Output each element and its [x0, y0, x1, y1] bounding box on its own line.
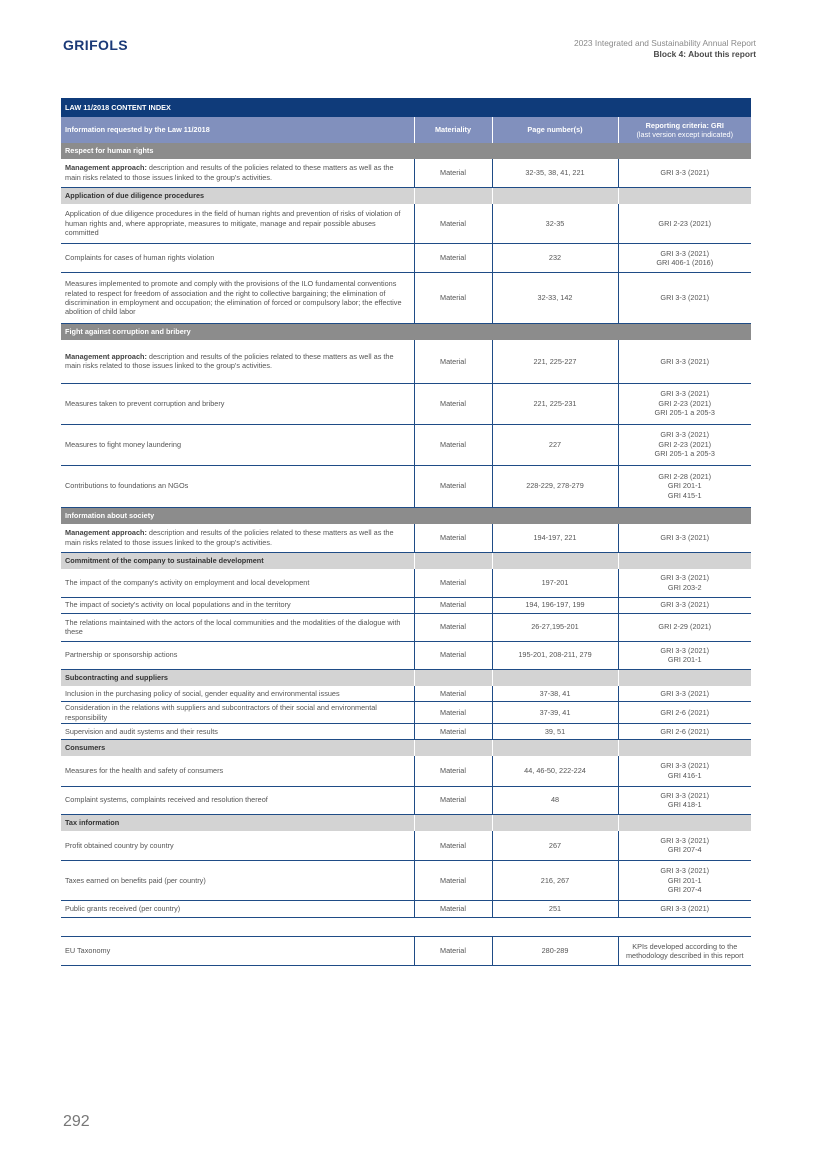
table-row [61, 465, 751, 507]
gri-reference: GRI 2-28 (2021) [658, 471, 712, 481]
info-cell: The impact of the company's activity on employment and local development [61, 569, 414, 597]
section-blank-cell [618, 669, 751, 686]
gri-cell [618, 524, 751, 553]
section-blank-cell [618, 553, 751, 570]
column-header-criteria [618, 117, 751, 143]
materiality-cell: Material [414, 901, 492, 918]
info-cell: EU Taxonomy [61, 937, 414, 966]
gri-cell [618, 641, 751, 669]
section-blank-cell [492, 187, 618, 204]
section-title-corruption: Fight against corruption and bribery [61, 324, 751, 341]
section-blank-cell [414, 814, 492, 831]
section-row [61, 669, 751, 686]
info-cell: Measures implemented to promote and comply with the provisions of the ILO fundamental conventions related to respect for freedom of association and the right to collective bargaining; the elimination of discrimination in employment and occupation; the elimination of forced or compulsory labor; the effective abolition of child labor [61, 273, 414, 324]
materiality-cell: Material [414, 424, 492, 465]
section-blank-cell [492, 553, 618, 570]
column-header-pages: Page number(s) [492, 117, 618, 143]
table-row [61, 786, 751, 814]
gri-reference: GRI 2-23 (2021) [658, 439, 712, 449]
section-blank-cell [618, 187, 751, 204]
gri-reference: methodology described in this report [625, 951, 744, 960]
report-header [574, 38, 756, 60]
gri-cell [618, 702, 751, 724]
gri-reference: GRI 201-1 [667, 875, 702, 885]
pages-cell: 280-289 [492, 937, 618, 966]
gri-reference: GRI 3-3 (2021) [660, 533, 710, 543]
gri-reference: GRI 416-1 [667, 770, 702, 780]
section-blank-cell [492, 814, 618, 831]
gri-cell [618, 340, 751, 383]
materiality-cell: Material [414, 340, 492, 383]
gri-cell [618, 724, 751, 740]
info-cell [61, 340, 414, 383]
section-blank-cell [414, 187, 492, 204]
table-row [61, 569, 751, 597]
content-index-table [61, 98, 751, 966]
table-row [61, 756, 751, 786]
materiality-cell: Material [414, 569, 492, 597]
gri-reference: GRI 205-1 a 205-3 [654, 449, 715, 459]
section-blank-cell [492, 669, 618, 686]
pages-cell: 216, 267 [492, 861, 618, 901]
table-row [61, 597, 751, 613]
materiality-cell: Material [414, 937, 492, 966]
gri-cell [618, 937, 751, 966]
materiality-cell: Material [414, 786, 492, 814]
management-approach-text: description and results of the policies related to these matters as well as the main risks related to those issues linked to the group's activities. [65, 528, 394, 547]
materiality-cell: Material [414, 702, 492, 724]
materiality-cell: Material [414, 244, 492, 273]
pages-cell: 32-35, 38, 41, 221 [492, 159, 618, 187]
table-row [61, 861, 751, 901]
info-cell: Public grants received (per country) [61, 901, 414, 918]
info-cell: Supervision and audit systems and their results [61, 724, 414, 740]
section-blank-cell [414, 740, 492, 757]
info-cell: Application of due diligence procedures in the field of human rights and prevention of risks of violation of human rights and, where appropriate, measures to mitigate, manage and repair possible abuses committed [61, 204, 414, 244]
materiality-cell: Material [414, 524, 492, 553]
section-title-society: Information about society [61, 507, 751, 524]
section-title-tax: Tax information [61, 814, 414, 831]
gri-reference: GRI 201-1 [667, 655, 702, 664]
info-cell: Measures for the health and safety of consumers [61, 756, 414, 786]
gri-reference: GRI 3-3 (2021) [660, 600, 710, 610]
gri-reference: GRI 205-1 a 205-3 [654, 408, 715, 418]
gri-reference: GRI 3-3 (2021) [660, 688, 710, 698]
pages-cell: 32-35 [492, 204, 618, 244]
materiality-cell: Material [414, 159, 492, 187]
section-blank-cell [618, 740, 751, 757]
materiality-cell: Material [414, 597, 492, 613]
pages-cell: 197-201 [492, 569, 618, 597]
table-row [61, 641, 751, 669]
table-row [61, 424, 751, 465]
table-row [61, 901, 751, 918]
info-cell: Profit obtained country by country [61, 831, 414, 861]
gri-cell [618, 613, 751, 641]
gri-reference: GRI 2-29 (2021) [658, 622, 712, 632]
materiality-cell: Material [414, 641, 492, 669]
info-cell: Consideration in the relations with suppliers and subcontractors of their social and environmental responsibility [61, 702, 414, 724]
info-cell: Measures taken to prevent corruption and bribery [61, 383, 414, 424]
info-cell: Inclusion in the purchasing policy of social, gender equality and environmental issues [61, 686, 414, 702]
materiality-cell: Material [414, 861, 492, 901]
grifols-logo: GRIFOLS [63, 37, 129, 53]
info-cell: The relations maintained with the actors of the local communities and the modalities of the dialogue with these [61, 613, 414, 641]
gri-cell [618, 159, 751, 187]
pages-cell: 232 [492, 244, 618, 273]
gri-reference: GRI 3-3 (2021) [660, 904, 710, 914]
gri-cell [618, 424, 751, 465]
table-title: LAW 11/2018 CONTENT INDEX [61, 98, 751, 117]
section-blank-cell [618, 814, 751, 831]
gri-reference: GRI 207-4 [667, 885, 702, 895]
table-row [61, 383, 751, 424]
pages-cell: 39, 51 [492, 724, 618, 740]
pages-cell: 194, 196-197, 199 [492, 597, 618, 613]
gri-reference: GRI 415-1 [667, 490, 702, 500]
materiality-cell: Material [414, 613, 492, 641]
info-cell [61, 159, 414, 187]
management-approach-text: description and results of the policies related to these matters as well as the main risks related to those issues linked to the group's activities. [65, 163, 394, 182]
block-title: Block 4: About this report [653, 49, 756, 59]
page-number: 292 [63, 1113, 90, 1130]
gri-reference: GRI 3-3 (2021) [660, 761, 710, 771]
table-row [61, 340, 751, 383]
section-title-consumers: Consumers [61, 740, 414, 757]
table-row [61, 244, 751, 273]
section-title-due_diligence: Application of due diligence procedures [61, 187, 414, 204]
info-cell: Partnership or sponsorship actions [61, 641, 414, 669]
materiality-cell: Material [414, 686, 492, 702]
column-header-materiality: Materiality [414, 117, 492, 143]
gri-cell [618, 465, 751, 507]
info-cell: Measures to fight money laundering [61, 424, 414, 465]
pages-cell: 228-229, 278-279 [492, 465, 618, 507]
section-title-commitment: Commitment of the company to sustainable development [61, 553, 414, 570]
materiality-cell: Material [414, 383, 492, 424]
gri-reference: GRI 406-1 (2016) [656, 258, 714, 267]
management-approach-label: Management approach: [65, 351, 147, 361]
gri-cell [618, 244, 751, 273]
gri-reference: GRI 201-1 [667, 481, 702, 491]
gri-reference: GRI 2-6 (2021) [660, 726, 710, 736]
gri-reference: GRI 3-3 (2021) [660, 389, 710, 399]
gri-reference: GRI 2-23 (2021) [658, 398, 712, 408]
table-row [61, 613, 751, 641]
gri-reference: GRI 2-23 (2021) [658, 218, 712, 228]
gri-cell [618, 901, 751, 918]
info-cell [61, 524, 414, 553]
materiality-cell: Material [414, 831, 492, 861]
gri-cell [618, 686, 751, 702]
info-cell: Contributions to foundations an NGOs [61, 465, 414, 507]
gri-cell [618, 204, 751, 244]
report-title: 2023 Integrated and Sustainability Annual Report [573, 38, 756, 48]
materiality-cell: Material [414, 724, 492, 740]
gri-reference: GRI 3-3 (2021) [660, 790, 710, 800]
criteria-title: Reporting criteria: GRI [645, 120, 724, 130]
management-approach-text: description and results of the policies related to these matters as well as the main risks related to those issues linked to the group's activities. [65, 351, 394, 371]
section-blank-cell [414, 553, 492, 570]
pages-cell: 37-39, 41 [492, 702, 618, 724]
gri-cell [618, 756, 751, 786]
pages-cell: 44, 46-50, 222-224 [492, 756, 618, 786]
pages-cell: 267 [492, 831, 618, 861]
management-approach-label: Management approach: [65, 528, 147, 538]
table-row [61, 159, 751, 187]
section-blank-cell [492, 740, 618, 757]
table-row [61, 831, 751, 861]
gri-reference: GRI 3-3 (2021) [660, 573, 710, 583]
gri-reference: GRI 3-3 (2021) [660, 835, 710, 845]
materiality-cell: Material [414, 756, 492, 786]
table-row [61, 702, 751, 724]
info-cell: Complaint systems, complaints received and resolution thereof [61, 786, 414, 814]
management-approach-label: Management approach: [65, 163, 147, 173]
gri-reference: KPIs developed according to the [632, 941, 738, 951]
gri-cell [618, 383, 751, 424]
section-row [61, 507, 751, 524]
pages-cell: 37-38, 41 [492, 686, 618, 702]
section-row [61, 740, 751, 757]
pages-cell: 48 [492, 786, 618, 814]
gri-reference: GRI 3-3 (2021) [660, 430, 710, 440]
section-row [61, 143, 751, 159]
gri-cell [618, 786, 751, 814]
section-title-subcontracting: Subcontracting and suppliers [61, 669, 414, 686]
section-row [61, 324, 751, 341]
section-row [61, 187, 751, 204]
section-row [61, 814, 751, 831]
table-row [61, 918, 751, 937]
spacer-cell [61, 918, 751, 937]
pages-cell: 227 [492, 424, 618, 465]
pages-cell: 251 [492, 901, 618, 918]
table-row [61, 686, 751, 702]
gri-reference: GRI 3-3 (2021) [660, 866, 710, 876]
materiality-cell: Material [414, 204, 492, 244]
pages-cell: 221, 225-227 [492, 340, 618, 383]
pages-cell: 195-201, 208-211, 279 [492, 641, 618, 669]
info-cell: Complaints for cases of human rights violation [61, 244, 414, 273]
pages-cell: 194-197, 221 [492, 524, 618, 553]
gri-cell [618, 831, 751, 861]
table-row [61, 204, 751, 244]
gri-reference: GRI 418-1 [667, 800, 702, 809]
criteria-subtitle: (last version except indicated) [636, 130, 734, 139]
gri-cell [618, 273, 751, 324]
pages-cell: 221, 225-231 [492, 383, 618, 424]
column-header-info: Information requested by the Law 11/2018 [61, 117, 414, 143]
info-cell: Taxes earned on benefits paid (per country) [61, 861, 414, 901]
section-title-human_rights: Respect for human rights [61, 143, 751, 159]
gri-reference: GRI 3-3 (2021) [660, 356, 710, 366]
gri-reference: GRI 207-4 [667, 845, 702, 855]
table-row [61, 724, 751, 740]
gri-reference: GRI 3-3 (2021) [660, 293, 710, 303]
section-blank-cell [414, 669, 492, 686]
gri-cell [618, 569, 751, 597]
table-row [61, 273, 751, 324]
gri-reference: GRI 3-3 (2021) [660, 248, 710, 258]
gri-reference: GRI 203-2 [667, 582, 702, 592]
table-row [61, 937, 751, 966]
gri-reference: GRI 3-3 (2021) [660, 645, 710, 655]
pages-cell: 32-33, 142 [492, 273, 618, 324]
gri-reference: GRI 2-6 (2021) [660, 707, 710, 717]
materiality-cell: Material [414, 465, 492, 507]
gri-cell [618, 597, 751, 613]
section-row [61, 553, 751, 570]
gri-reference: GRI 3-3 (2021) [660, 168, 710, 178]
info-cell: The impact of society's activity on local populations and in the territory [61, 597, 414, 613]
materiality-cell: Material [414, 273, 492, 324]
table-row [61, 524, 751, 553]
pages-cell: 26-27,195-201 [492, 613, 618, 641]
gri-cell [618, 861, 751, 901]
